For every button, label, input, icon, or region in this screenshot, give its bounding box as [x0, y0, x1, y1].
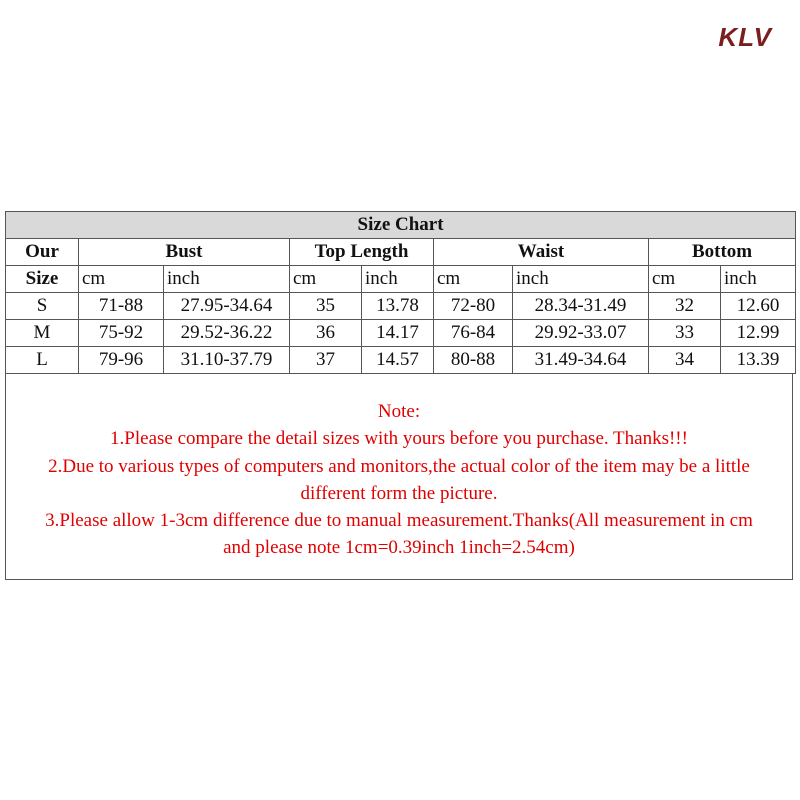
unit-header: cm [290, 266, 362, 293]
group-header-waist: Waist [434, 239, 649, 266]
table-cell: 32 [649, 293, 721, 320]
note-line: different form the picture. [300, 482, 498, 504]
note-line: 3.Please allow 1-3cm difference due to manual measurement.Thanks(All measurement in cm [45, 510, 753, 532]
note-line: 1.Please compare the detail sizes with yours before you purchase. Thanks!!! [110, 428, 688, 450]
group-header-top-length: Top Length [290, 239, 434, 266]
table-cell: 14.57 [362, 347, 434, 374]
table-title: Size Chart [6, 212, 796, 239]
note-box [5, 374, 793, 580]
group-header-bottom: Bottom [649, 239, 796, 266]
table-cell: 27.95-34.64 [164, 293, 290, 320]
table-cell: 35 [290, 293, 362, 320]
title-row [6, 212, 796, 239]
table-cell: 31.10-37.79 [164, 347, 290, 374]
unit-header-row [6, 266, 796, 293]
table-cell: 71-88 [79, 293, 164, 320]
unit-header: inch [164, 266, 290, 293]
table-cell: 79-96 [79, 347, 164, 374]
size-cell: S [6, 293, 79, 320]
table-cell: 75-92 [79, 320, 164, 347]
size-cell: M [6, 320, 79, 347]
size-chart [5, 211, 795, 580]
table-cell: 12.99 [721, 320, 796, 347]
unit-header: inch [362, 266, 434, 293]
size-header-our: Our [6, 239, 79, 266]
table-row [6, 347, 796, 374]
table-cell: 29.92-33.07 [513, 320, 649, 347]
note-line: and please note 1cm=0.39inch 1inch=2.54cm) [223, 537, 575, 559]
table-cell: 36 [290, 320, 362, 347]
table-cell: 76-84 [434, 320, 513, 347]
size-table [5, 211, 796, 374]
size-cell: L [6, 347, 79, 374]
size-header-size: Size [6, 266, 79, 293]
note-heading: Note: [377, 401, 421, 422]
table-cell: 34 [649, 347, 721, 374]
table-cell: 28.34-31.49 [513, 293, 649, 320]
table-cell: 80-88 [434, 347, 513, 374]
group-header-row [6, 239, 796, 266]
table-cell: 37 [290, 347, 362, 374]
brand-logo: KLV [718, 22, 772, 52]
table-row [6, 320, 796, 347]
table-cell: 12.60 [721, 293, 796, 320]
table-cell: 13.78 [362, 293, 434, 320]
unit-header: inch [721, 266, 796, 293]
note-line: 2.Due to various types of computers and monitors,the actual color of the item may be a little [48, 455, 750, 477]
unit-header: inch [513, 266, 649, 293]
table-cell: 33 [649, 320, 721, 347]
table-cell: 29.52-36.22 [164, 320, 290, 347]
table-row [6, 293, 796, 320]
unit-header: cm [434, 266, 513, 293]
table-cell: 72-80 [434, 293, 513, 320]
table-cell: 13.39 [721, 347, 796, 374]
unit-header: cm [79, 266, 164, 293]
table-cell: 31.49-34.64 [513, 347, 649, 374]
group-header-bust: Bust [79, 239, 290, 266]
unit-header: cm [649, 266, 721, 293]
table-cell: 14.17 [362, 320, 434, 347]
